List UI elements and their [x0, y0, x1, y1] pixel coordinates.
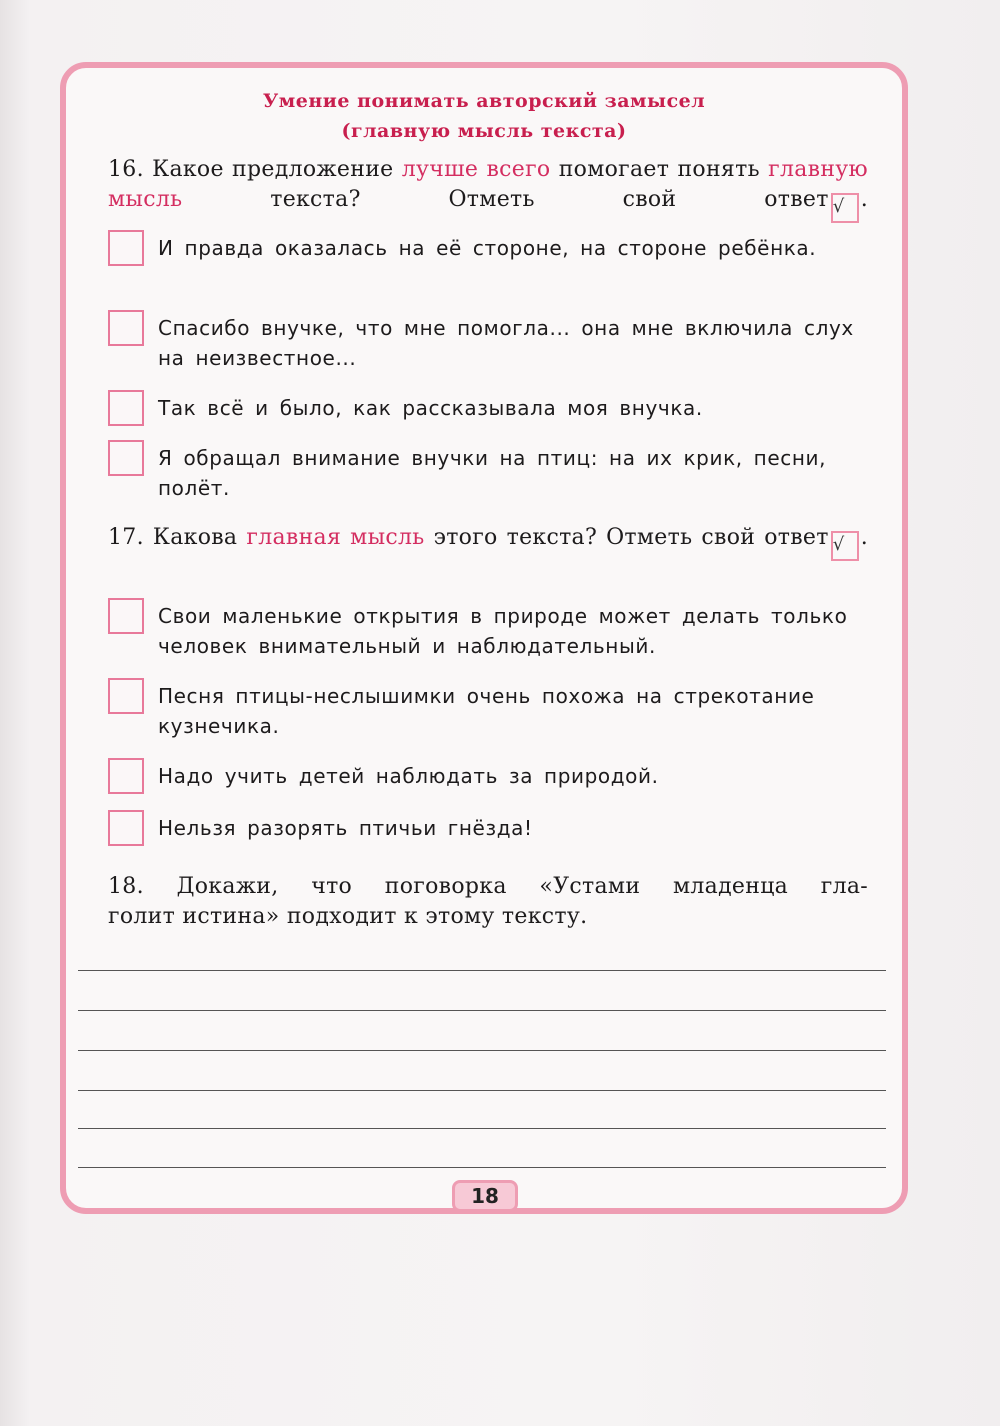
section-title: Умение понимать авторский замысел	[262, 90, 706, 112]
question-16: 16. Какое предложение лучше всего помогает понять главную мысль текста? Отметь свой ответ √ .	[108, 155, 868, 223]
answer-text: Надо учить детей наблюдать за природой.	[158, 764, 659, 788]
answer-text: Песня птицы-неслышимки очень похожа на стрекотание кузнечика.	[158, 684, 815, 738]
answer-checkbox[interactable]	[108, 598, 144, 634]
answer-text: И правда оказалась на её стороне, на стороне ребёнка.	[158, 236, 817, 260]
checkmark-box-icon: √	[831, 193, 859, 223]
section-subtitle: (главную мысль текста)	[341, 120, 627, 142]
question-17: 17. Какова главная мысль этого текста? Отметь свой ответ √ .	[108, 523, 868, 561]
answer-line[interactable]	[78, 1050, 886, 1051]
answer-checkbox[interactable]	[108, 810, 144, 846]
answer-line[interactable]	[78, 1128, 886, 1129]
answer-checkbox[interactable]	[108, 678, 144, 714]
answer-checkbox[interactable]	[108, 310, 144, 346]
question-18: 18. Докажи, что поговорка «Устами младенца гла- голит истина» подходит к этому тексту.	[108, 874, 868, 929]
page-number: 18	[452, 1180, 518, 1212]
answer-checkbox[interactable]	[108, 390, 144, 426]
highlight-text: главная мысль	[246, 525, 425, 550]
highlight-text: лучше всего	[401, 157, 551, 182]
answer-checkbox[interactable]	[108, 758, 144, 794]
answer-checkbox[interactable]	[108, 230, 144, 266]
answer-text: Так всё и было, как рассказывала моя внучка.	[158, 396, 703, 420]
answer-checkbox[interactable]	[108, 440, 144, 476]
highlight-text: главную мысль	[108, 157, 868, 212]
answer-line[interactable]	[78, 1090, 886, 1091]
answer-text: Спасибо внучке, что мне помогла... она мне включила слух на неизвестное...	[158, 316, 854, 370]
answer-line[interactable]	[78, 1010, 886, 1011]
answer-line[interactable]	[78, 970, 886, 971]
checkmark-box-icon: √	[831, 531, 859, 561]
answer-text: Нельзя разорять птичьи гнёзда!	[158, 816, 533, 840]
answer-line[interactable]	[78, 1167, 886, 1168]
answer-text: Я обращал внимание внучки на птиц: на их крик, песни, полёт.	[158, 446, 827, 500]
answer-text: Свои маленькие открытия в природе может делать только человек внимательный и наблюдательный.	[158, 604, 848, 658]
